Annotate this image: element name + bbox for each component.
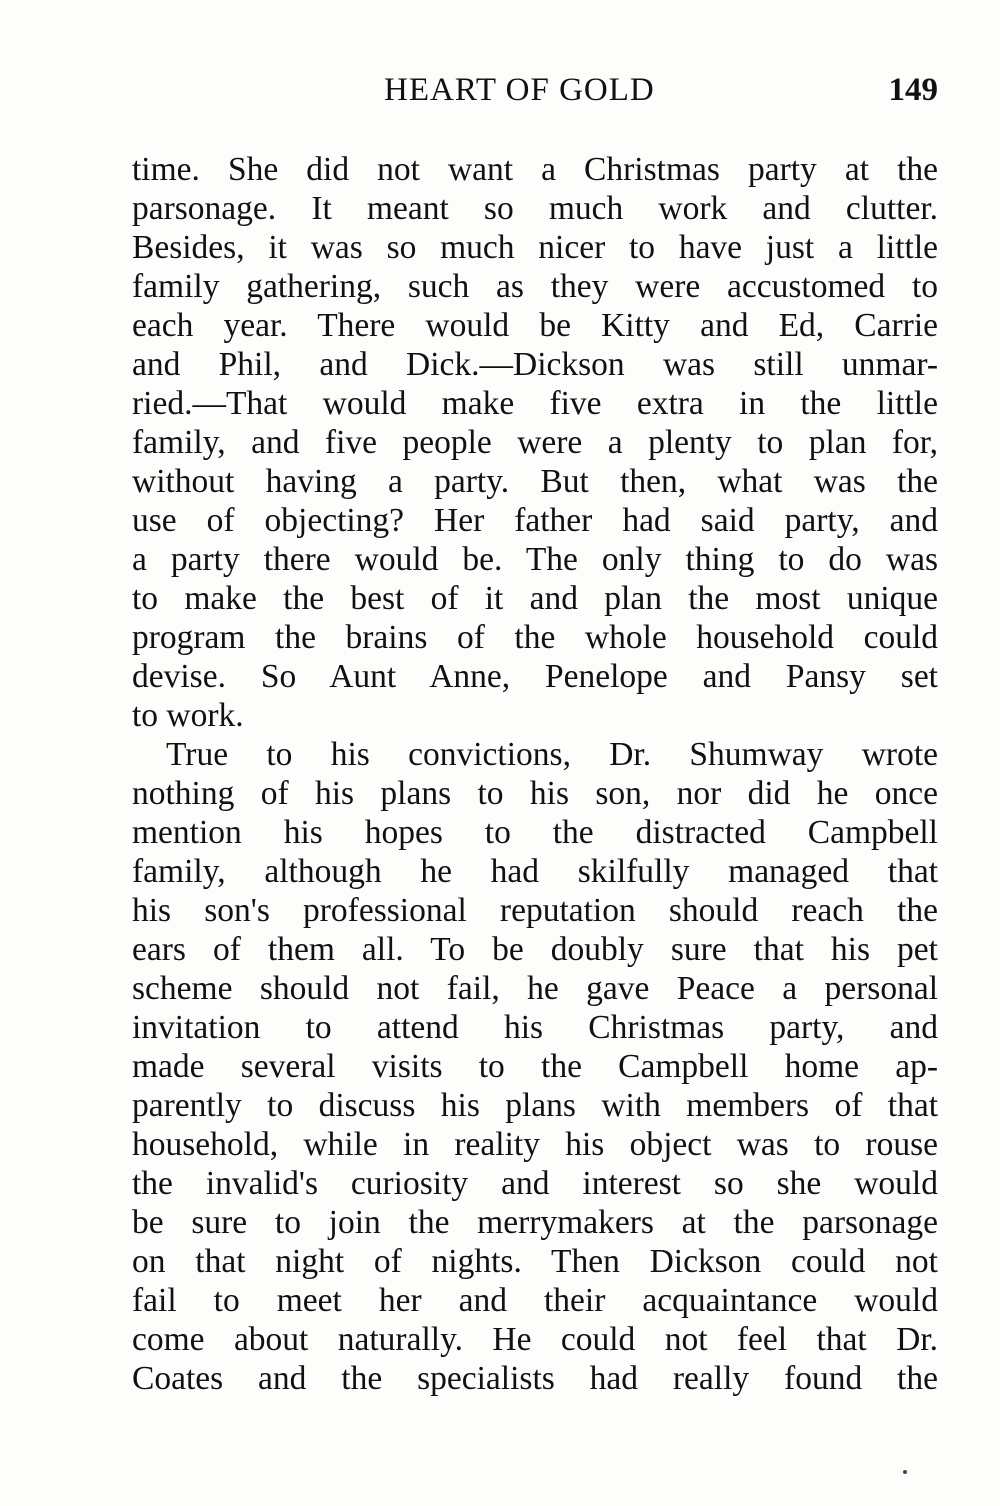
text-line: time. She did not want a Christmas party at the <box>132 151 938 188</box>
body-text <box>132 150 938 1398</box>
text-line: family, although he had skilfully managed that <box>132 853 938 890</box>
text-line: made several visits to the Campbell home ap- <box>132 1048 938 1085</box>
text-line: fail to meet her and their acquaintance would <box>132 1282 938 1319</box>
text-line: Besides, it was so much nicer to have just a little <box>132 229 938 266</box>
text-line: and Phil, and Dick.—Dickson was still unmar- <box>132 346 938 383</box>
text-line: ears of them all. To be doubly sure that his pet <box>132 931 938 968</box>
text-line: Coates and the specialists had really found the <box>132 1360 938 1397</box>
text-line: nothing of his plans to his son, nor did he once <box>132 775 938 812</box>
text-line: come about naturally. He could not feel that Dr. <box>132 1321 938 1358</box>
text-line: to make the best of it and plan the most unique <box>132 580 938 617</box>
text-line: family, and five people were a plenty to plan for, <box>132 424 938 461</box>
text-line: use of objecting? Her father had said party, and <box>132 502 938 539</box>
text-line: parsonage. It meant so much work and clutter. <box>132 190 938 227</box>
text-line: household, while in reality his object was to rouse <box>132 1126 938 1163</box>
running-title: HEART OF GOLD <box>384 72 655 108</box>
paragraph-1 <box>132 150 938 735</box>
page-header <box>132 72 938 112</box>
text-line: his son's professional reputation should reach the <box>132 892 938 929</box>
text-line: mention his hopes to the distracted Campbell <box>132 814 938 851</box>
text-line: without having a party. But then, what was the <box>132 463 938 500</box>
text-line: True to his convictions, Dr. Shumway wrote <box>166 736 938 773</box>
text-line: family gathering, such as they were accustomed to <box>132 268 938 305</box>
text-line: a party there would be. The only thing to do was <box>132 541 938 578</box>
text-line: on that night of nights. Then Dickson could not <box>132 1243 938 1280</box>
text-line: program the brains of the whole household could <box>132 619 938 656</box>
text-line: parently to discuss his plans with members of that <box>132 1087 938 1124</box>
text-line: each year. There would be Kitty and Ed, Carrie <box>132 307 938 344</box>
paragraph-2 <box>132 735 938 1398</box>
print-speck <box>903 1470 907 1474</box>
text-line: to work. <box>132 697 244 734</box>
text-line: scheme should not fail, he gave Peace a personal <box>132 970 938 1007</box>
text-line: devise. So Aunt Anne, Penelope and Pansy set <box>132 658 938 695</box>
page-number: 149 <box>888 72 938 108</box>
text-line: the invalid's curiosity and interest so she would <box>132 1165 938 1202</box>
text-line: ried.—That would make five extra in the little <box>132 385 938 422</box>
text-line: invitation to attend his Christmas party, and <box>132 1009 938 1046</box>
text-line: be sure to join the merrymakers at the parsonage <box>132 1204 938 1241</box>
